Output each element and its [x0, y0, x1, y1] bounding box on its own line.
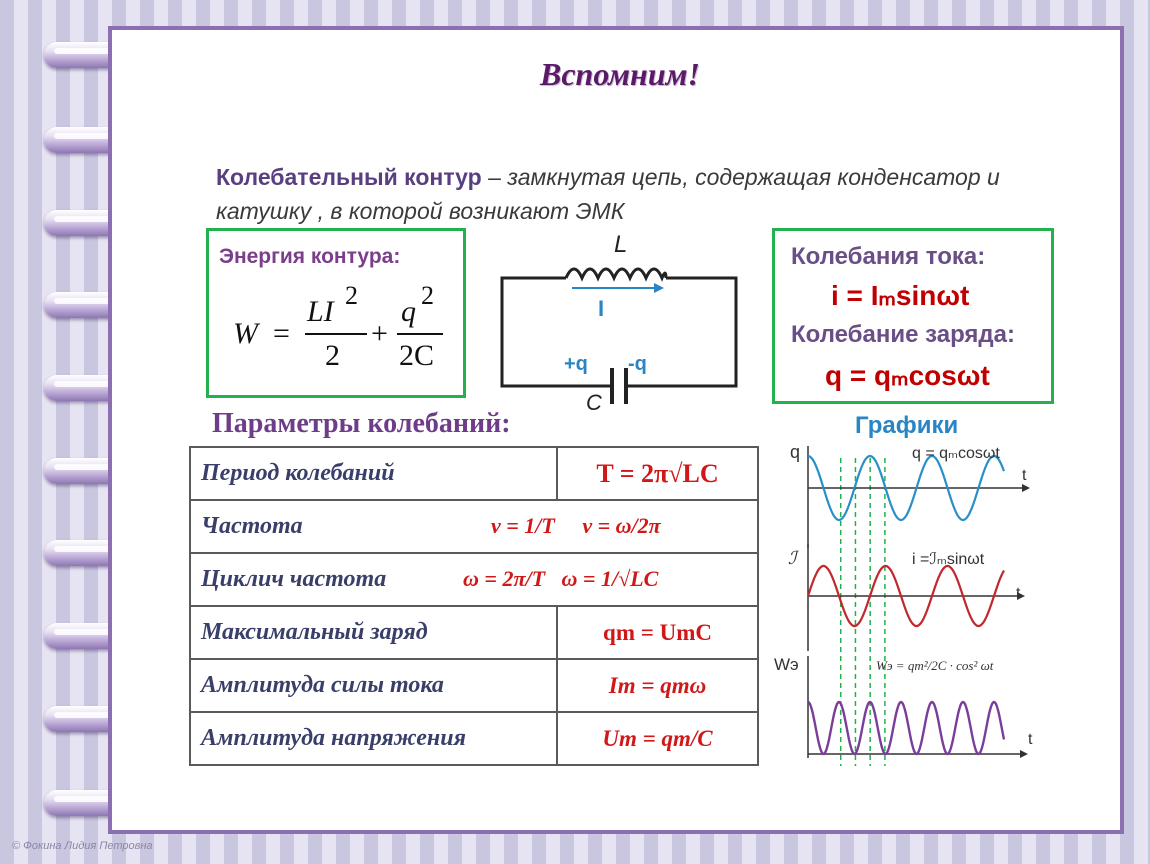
inductor-coil-icon — [566, 269, 666, 278]
param-name: Максимальный заряд — [190, 606, 557, 659]
current-oscillation-title: Колебания тока: — [791, 243, 986, 270]
param-formula: ν = 1/T ν = ω/2π — [491, 513, 661, 538]
i-axis-label: ℐ — [788, 548, 797, 568]
charge-formula: q = qₘcosωt — [825, 360, 990, 391]
axis-arrow-icon — [1020, 750, 1028, 758]
energy-eq: = — [273, 317, 290, 350]
params-title: Параметры колебаний: — [212, 408, 511, 439]
param-name: Период колебаний — [190, 447, 557, 500]
energy-title: Энергия контура: — [219, 245, 401, 268]
param-name: Частота — [201, 513, 303, 539]
definition — [216, 160, 1036, 228]
table-row — [190, 712, 758, 765]
definition-term: Колебательный контур — [216, 164, 482, 190]
w-axis-label: Wэ — [774, 655, 799, 674]
axis-arrow-icon — [1022, 484, 1030, 492]
current-label: I — [598, 296, 605, 321]
page-title: Вспомним! — [540, 56, 700, 92]
table-row — [190, 606, 758, 659]
graphs-title: Графики — [855, 412, 959, 439]
circuit-wire — [502, 278, 612, 386]
plus-q-label: +q — [564, 353, 588, 375]
energy-plus: + — [371, 317, 388, 350]
table-row — [190, 553, 758, 606]
energy-two: 2 — [325, 339, 340, 372]
oscillation-graphs — [772, 436, 1042, 776]
param-name: Амплитуда силы тока — [190, 659, 557, 712]
q-axis-label: q — [790, 442, 801, 462]
param-formula: Um = qm/C — [557, 712, 758, 765]
i-graph-formula: i =ℐₘsinωt — [912, 551, 985, 568]
t-label: t — [1028, 731, 1033, 748]
t-label: t — [1022, 467, 1027, 484]
params-table — [189, 446, 759, 766]
w-graph-formula: Wэ = qm²/2C · cos² ωt — [876, 658, 994, 673]
energy-2c: 2C — [399, 339, 435, 372]
watermark: © Фокина Лидия Петровна — [12, 840, 153, 852]
definition-dash: – — [481, 164, 508, 190]
energy-q: q — [401, 295, 416, 328]
charge-oscillation-title: Колебание заряда: — [791, 321, 1015, 348]
param-name: Амплитуда напряжения — [190, 712, 557, 765]
param-formula: Im = qmω — [557, 659, 758, 712]
energy-li: LI — [307, 295, 334, 328]
table-row — [190, 500, 758, 553]
q-graph-formula: q = qₘcosωt — [912, 445, 1000, 462]
energy-box — [206, 228, 466, 398]
t-label: t — [1016, 585, 1021, 602]
param-formula: T = 2π√LC — [557, 447, 758, 500]
lc-circuit-diagram — [494, 228, 744, 413]
table-row — [190, 659, 758, 712]
table-row — [190, 447, 758, 500]
param-cell — [190, 500, 758, 553]
inductor-label: L — [614, 231, 628, 258]
param-formula: ω = 2π/T ω = 1/√LC — [463, 566, 659, 591]
energy-sq2: 2 — [421, 281, 434, 310]
param-cell — [190, 553, 758, 606]
capacitor-label: C — [586, 390, 602, 413]
fraction-bar — [305, 333, 367, 335]
param-formula: qm = UmC — [557, 606, 758, 659]
fraction-bar — [397, 333, 443, 335]
param-name: Циклич частота — [201, 566, 387, 592]
oscillations-box — [772, 228, 1054, 404]
arrow-head-icon — [654, 283, 664, 293]
energy-sq1: 2 — [345, 281, 358, 310]
energy-w: W — [233, 317, 258, 350]
current-formula: i = Iₘsinωt — [831, 280, 970, 311]
w-wave — [808, 702, 1004, 754]
minus-q-label: -q — [628, 353, 647, 375]
definition-text: замкнутая цепь, содержащая конденсатор и катушку , в которой возникают ЭМК — [216, 164, 1000, 224]
energy-formula — [229, 281, 459, 387]
